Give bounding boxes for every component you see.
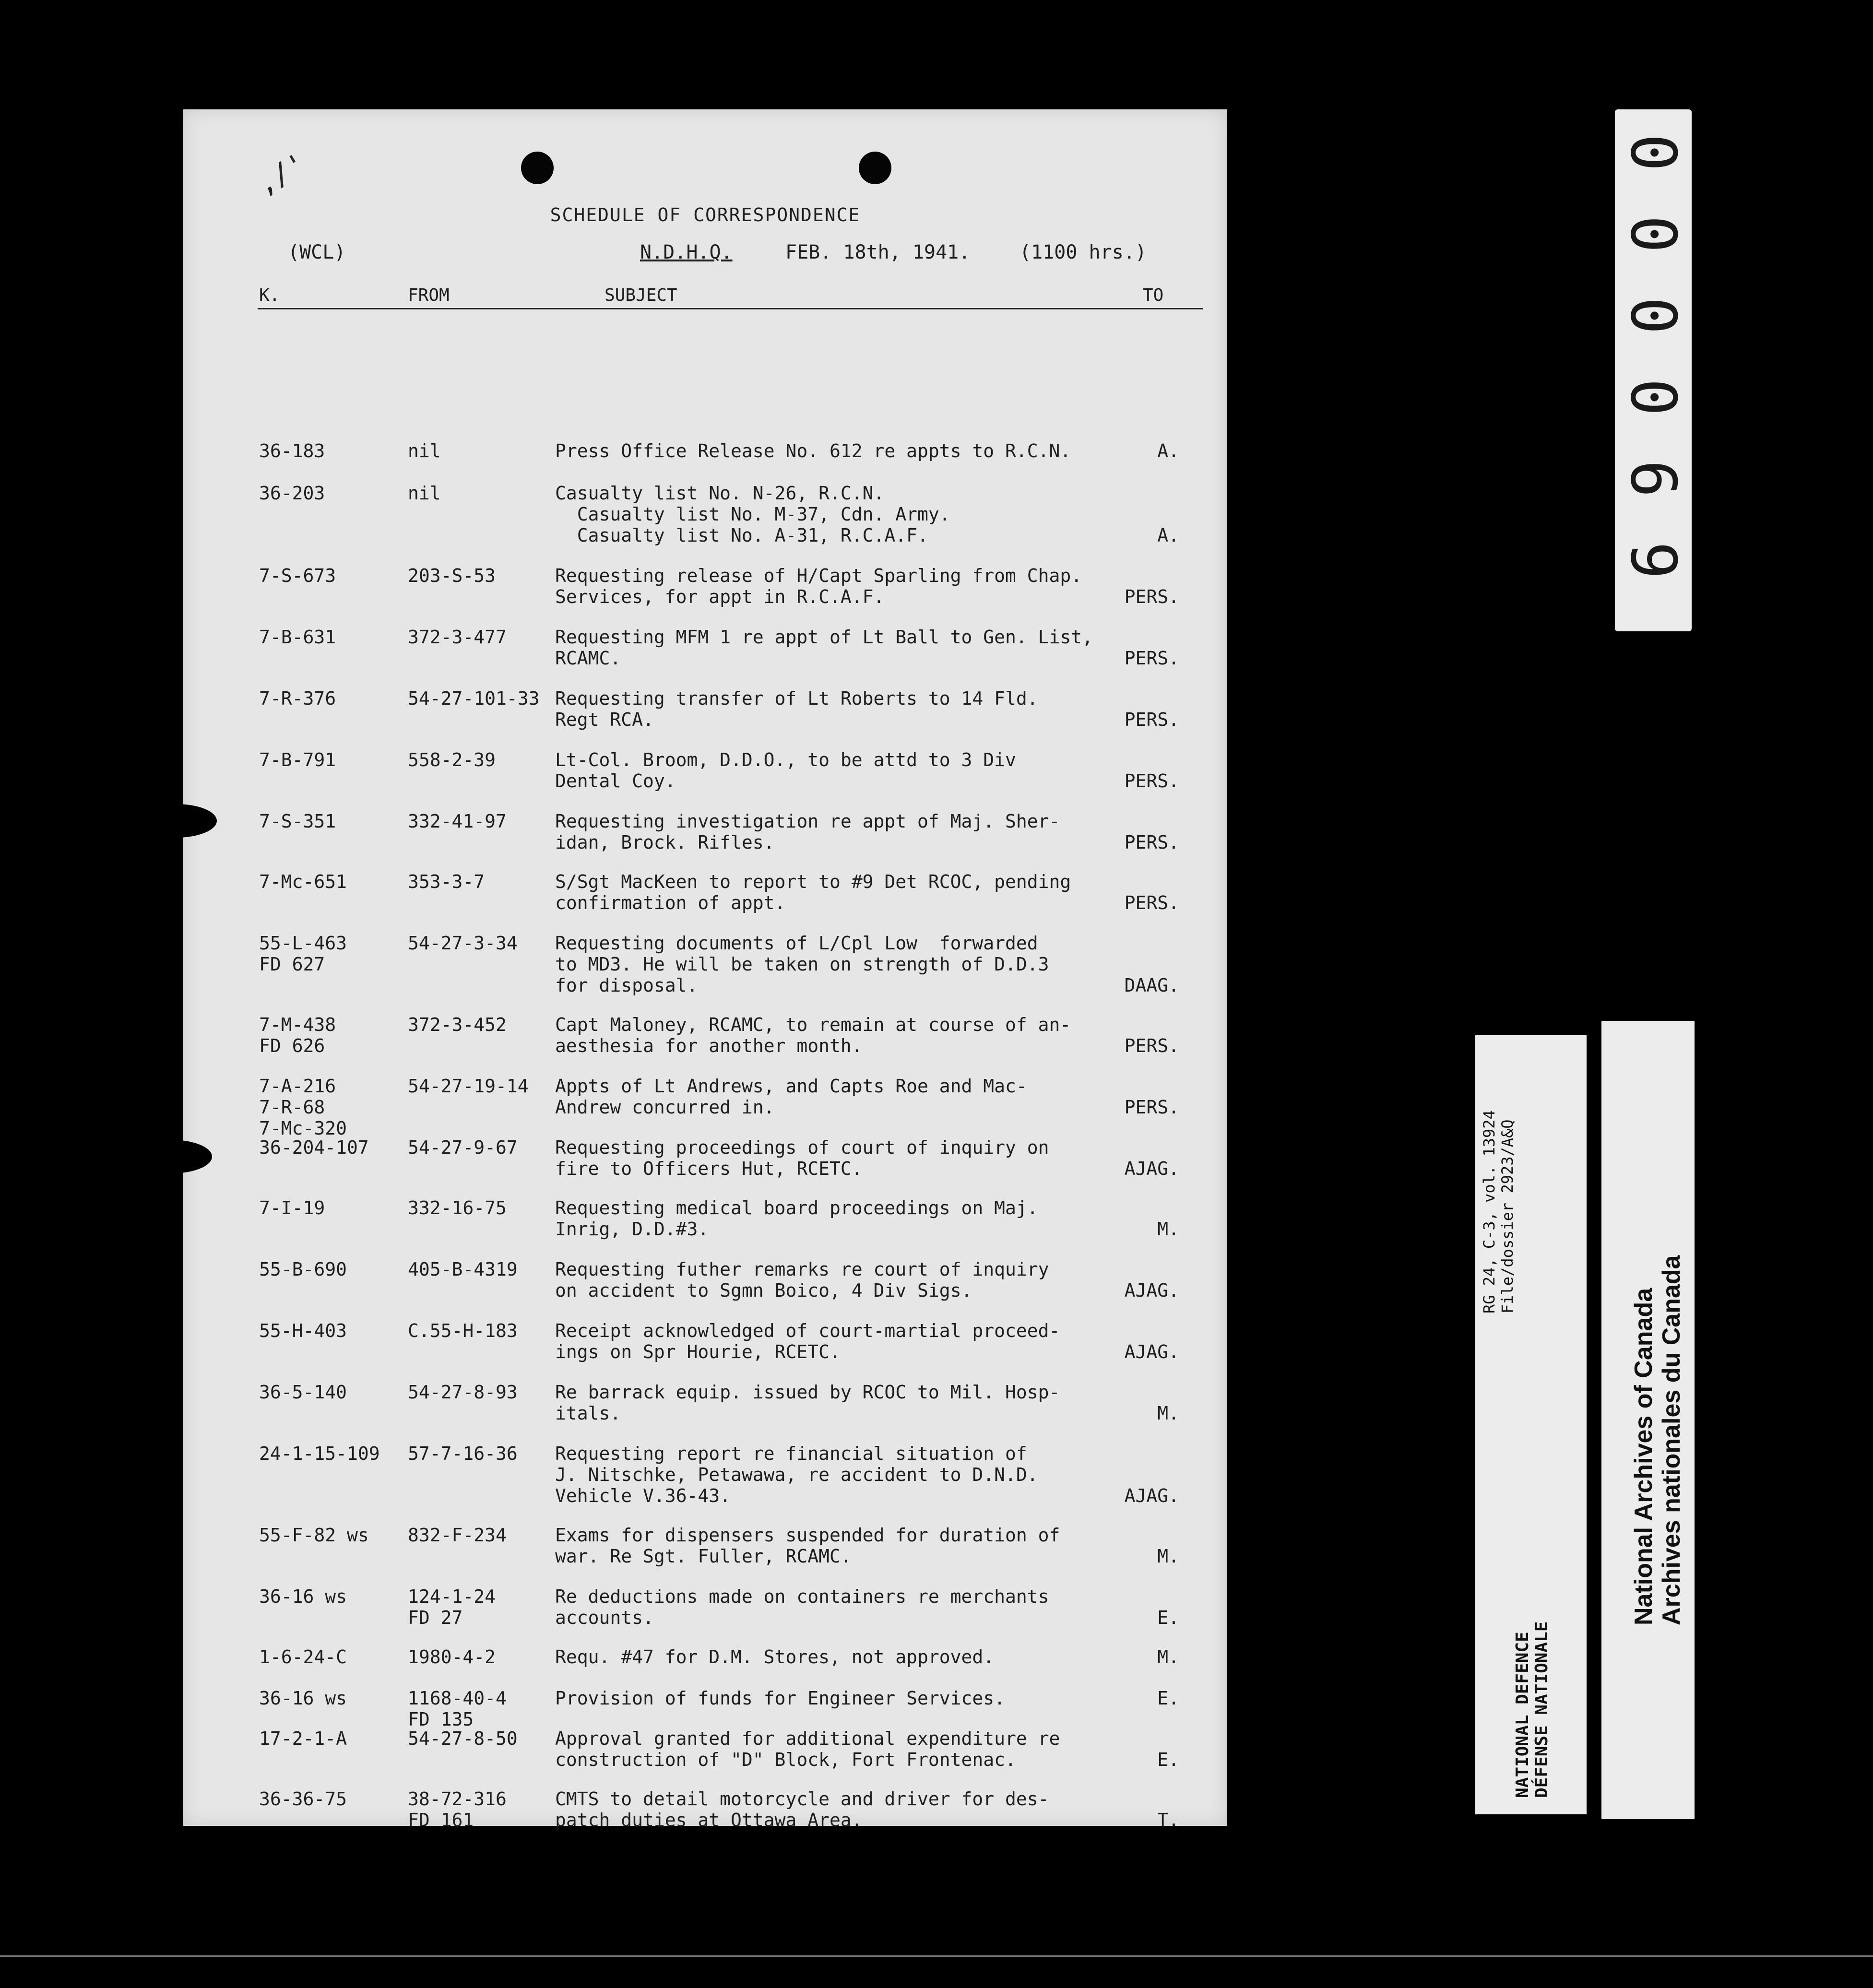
- frame-digit: 0: [1617, 215, 1690, 253]
- binding-hole-left: [135, 804, 217, 838]
- national-archives-label: [1601, 1021, 1695, 1819]
- reference-code: (WCL): [288, 241, 346, 263]
- document-time: (1100 hrs.): [1019, 241, 1147, 263]
- header-rule: [258, 308, 1203, 309]
- frame-digit: 0: [1617, 378, 1690, 416]
- national-defence-label: [1475, 1035, 1587, 1814]
- column-header-from: FROM: [408, 285, 450, 305]
- binding-hole-left: [130, 1140, 212, 1173]
- punch-hole-left: [521, 152, 554, 184]
- column-header-k: K.: [259, 285, 280, 305]
- frame-digit: 0: [1617, 133, 1690, 172]
- punch-hole-right: [859, 152, 891, 184]
- origin: N.D.H.Q.: [640, 241, 733, 263]
- document-sheet: ,/' SCHEDULE OF CORRESPONDENCE (WCL) N.D.H.Q. FEB. 18th, 1941. (1100 hrs.) K. FROM SUBJECT TO 36-183 nil Press Office Release No. 612 re appts to R.C.N. A. 36-203 nil Casualty list No. N-26, R.C.N. Casualty list No. M-37, Cdn. Army. Casualty list No. A-31, R.C.A.F. A. 7-S-673 203-S-53 Requesting release of H/Capt Sparling from Chap. Services, for appt in R.C.A.F. PERS. 7-B-631 372-3-477 Requesting MFM 1 re appt of Lt Ball to Gen. List, RCAMC. PERS. 7-R-376 54-27-101-33 Requesting transfer of Lt Roberts to 14 Fld. Regt RCA. PERS. 7-B-791 558-2-39 Lt-Col. Broom, D.D.O., to be attd to 3 Div Dental Coy. PERS. 7-S-351 332-41-97 Requesting investigation re appt of Maj. Sher- idan, Brock. Rifles. PERS. 7-Mc-651 353-3-7 S/Sgt MacKeen to report to #9 Det RCOC, pending confirmation of appt. PERS. 55-L-463 FD 627 54-27-3-34 Requesting documents of L/Cpl Low forwarded to MD3. He will be taken on strength of D.D.3 for disposal. DAAG. 7-M-438 FD 626 372-3-452 Capt Maloney, RCAMC, to remain at course of an- aesthesia for another month. PERS. 7-A-216 7-R-68 7-Mc-320 54-27-19-14 Appts of Lt Andrews, and Capts Roe and Mac- Andrew concurred in. PERS. 36-204-107 54-27-9-67 Requesting proceedings of court of inquiry on fire to Officers Hut, RCETC. AJAG. 7-I-19 332-16-75 Requesting medical board proceedings on Maj. Inrig, D.D.#3. M. 55-B-690 405-B-4319 Requesting futher remarks re court of inquiry on accident to Sgmn Boico, 4 Div Sigs. AJAG. 55-H-403 C.55-H-183 Receipt acknowledged of court-martial proceed- ings on Spr Hourie, RCETC. AJAG. 36-5-140 54-27-8-93 Re barrack equip. issued by RCOC to Mil. Hosp- itals. M. 24-1-15-109 57-7-16-36 Requesting report re financial situation of J. Nitschke, Petawawa, re accident to D.N.D. Vehicle V.36-43. AJAG. 55-F-82 ws 832-F-234 Exams for dispensers suspended for duration of war. Re Sgt. Fuller, RCAMC. M. 36-16 ws 124-1-24 FD 27 Re deductions made on containers re merchants accounts. E. 1-6-24-C 1980-4-2 Requ. #47 for D.M. Stores, not approved. M. 36-16 ws 1168-40-4 FD 135 Provision of funds for Engineer Services. E. 17-2-1-A 54-27-8-50 Approval granted for additional expenditure re construction of "D" Block, Fort Frontenac. E. 36-36-75 38-72-316 FD 161 CMTS to detail motorcycle and driver for des- patch duties at Ottawa Area. T.: [183, 109, 1227, 1826]
- document-title: SCHEDULE OF CORRESPONDENCE: [550, 204, 861, 225]
- pencil-mark: ,/': [250, 146, 312, 202]
- frame-digit: 9: [1617, 541, 1690, 580]
- frame-digit: 0: [1617, 296, 1690, 335]
- frame-number-strip: [1615, 109, 1692, 631]
- column-header-to: TO: [1143, 285, 1164, 305]
- scan-edge-line: [0, 1955, 1873, 1957]
- archives-line-1: National Archives of Canada: [1630, 1288, 1658, 1625]
- archive-reference-1: RG 24, C-3, vol. 13924: [1480, 1110, 1498, 1314]
- archives-line-2: Archives nationales du Canada: [1658, 1255, 1685, 1625]
- defence-line-2: DÉFENSE NATIONALE: [1532, 1621, 1552, 1798]
- defence-line-1: NATIONAL DEFENCE: [1513, 1632, 1532, 1798]
- column-header-subject: SUBJECT: [605, 285, 677, 305]
- document-date: FEB. 18th, 1941.: [785, 241, 971, 263]
- archive-reference-2: File/dossier 2923/A&Q: [1498, 1119, 1517, 1314]
- frame-digit: 6: [1617, 460, 1690, 498]
